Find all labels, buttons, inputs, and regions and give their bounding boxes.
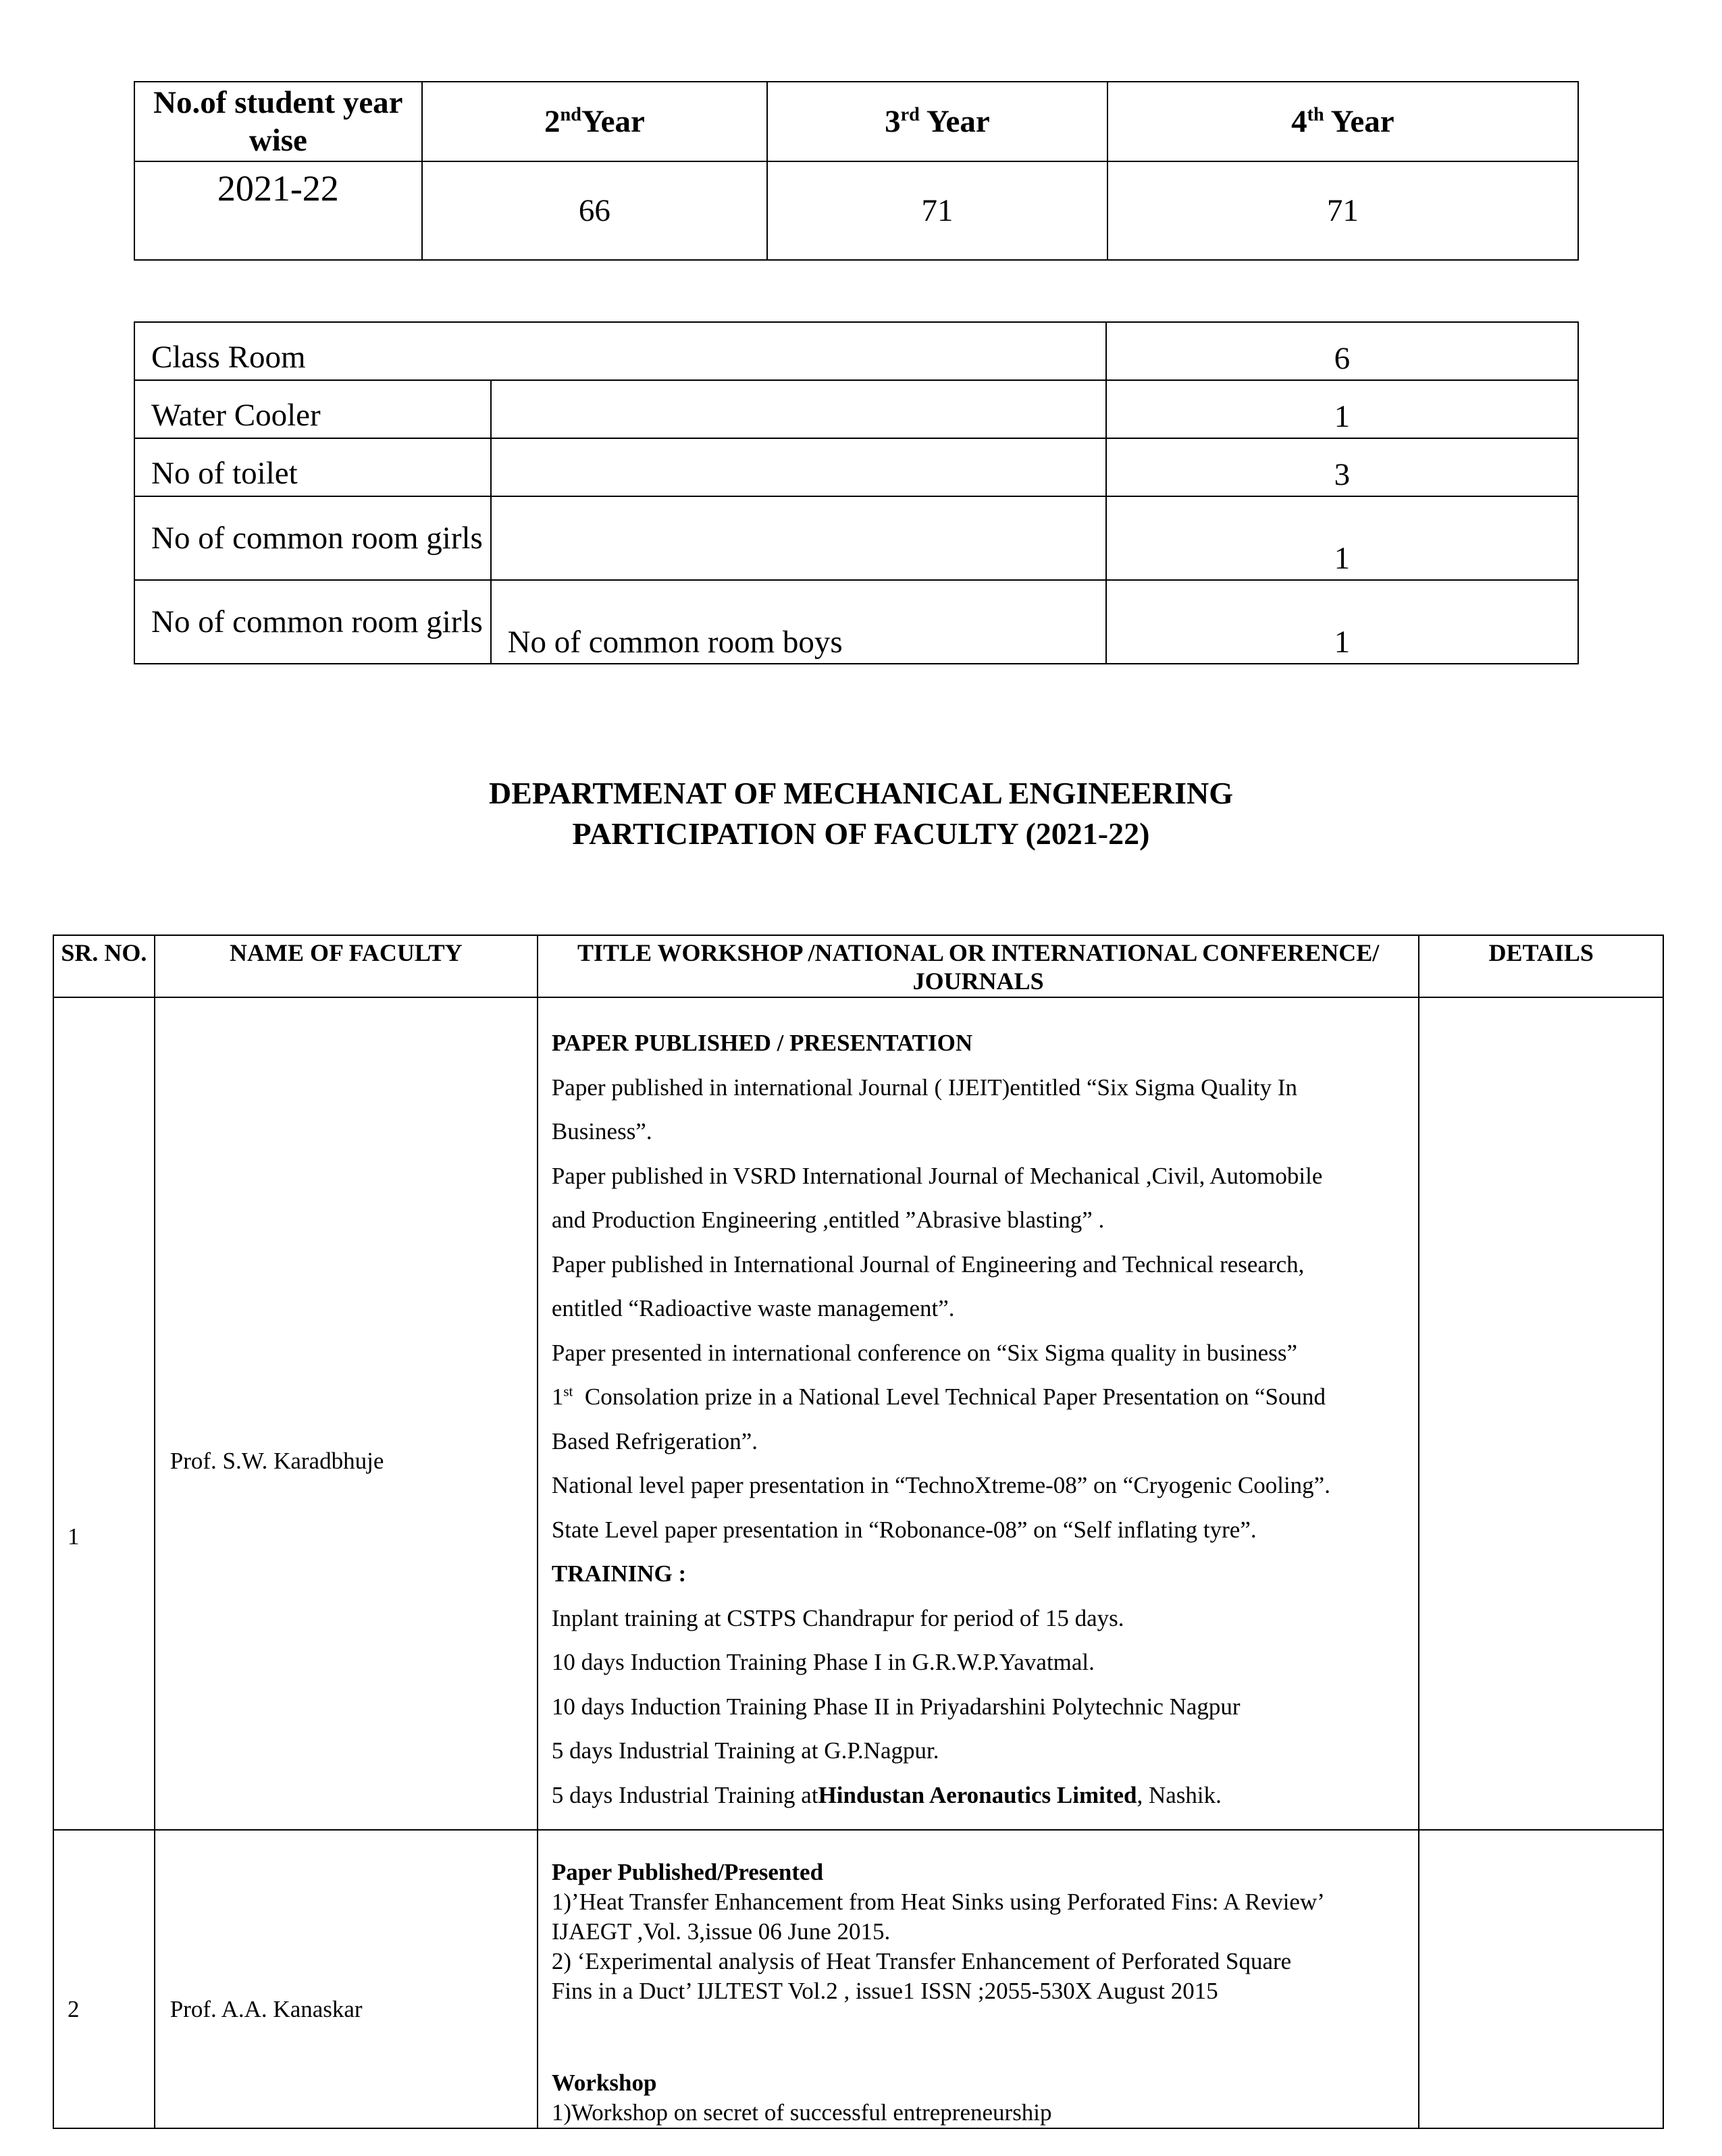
participation-heading: PARTICIPATION OF FACULTY (2021-22) — [572, 816, 1150, 851]
count-2nd-year: 66 — [422, 161, 768, 260]
facility-label: Water Cooler — [134, 380, 491, 438]
activity-line: 2) ‘Experimental analysis of Heat Transfer Enhancement of Perforated Square — [551, 1948, 1292, 1974]
training-line: 5 days Industrial Training atHindustan Aeronautics Limited, Nashik. — [551, 1781, 1222, 1808]
section-heading: Workshop — [551, 2070, 657, 2096]
details-cell — [1419, 1830, 1663, 2128]
activity-line: 1)’Heat Transfer Enhancement from Heat Sinks using Perforated Fins: A Review’ — [551, 1889, 1325, 1915]
faculty-name: Prof. S.W. Karadbhuje — [155, 997, 538, 1830]
facility-middle — [491, 496, 1106, 580]
academic-year-cell: 2021-22 — [134, 161, 422, 260]
activity-line: 1st Consolation prize in a National Level Technical Paper Presentation on “Sound — [551, 1383, 1326, 1410]
spacer — [552, 2006, 1408, 2068]
header-details: DETAILS — [1419, 935, 1663, 997]
training-line: 10 days Induction Training Phase II in Priyadarshini Polytechnic Nagpur — [551, 1693, 1241, 1720]
activity-line: Based Refrigeration”. — [551, 1427, 758, 1454]
facility-row — [134, 322, 1578, 380]
activity-line: entitled “Radioactive waste management”. — [551, 1295, 955, 1321]
activity-line: State Level paper presentation in “Robonance-08” on “Self inflating tyre”. — [551, 1516, 1257, 1543]
activity-line: Business”. — [551, 1118, 652, 1145]
department-heading: DEPARTMENAT OF MECHANICAL ENGINEERING — [488, 776, 1234, 810]
year-header-3: 3rd Year — [767, 82, 1107, 161]
facility-value: 1 — [1106, 380, 1578, 438]
training-line: 10 days Induction Training Phase I in G.R.W.P.Yavatmal. — [551, 1649, 1095, 1675]
count-3rd-year: 71 — [767, 161, 1107, 260]
header-sr-no: SR. NO. — [53, 935, 155, 997]
activity-line: IJAEGT ,Vol. 3,issue 06 June 2015. — [551, 1918, 891, 1945]
activity-line: Fins in a Duct’ IJLTEST Vol.2 , issue1 ISSN ;2055-530X August 2015 — [551, 1978, 1218, 2004]
section-heading: Paper Published/Presented — [551, 1859, 824, 1885]
facility-middle — [491, 438, 1106, 496]
header-name: NAME OF FACULTY — [155, 935, 538, 997]
facility-middle: No of common room boys — [491, 580, 1106, 664]
facility-row — [134, 496, 1578, 580]
faculty-table-header-row — [53, 935, 1663, 997]
activity-line: and Production Engineering ,entitled ”Abrasive blasting” . — [551, 1207, 1105, 1233]
facility-row — [134, 580, 1578, 664]
facility-label: No of common room girls — [134, 496, 491, 580]
facility-row — [134, 380, 1578, 438]
facility-value: 6 — [1106, 322, 1578, 380]
faculty-name: Prof. A.A. Kanaskar — [155, 1830, 538, 2128]
students-year-wise-table — [134, 81, 1579, 261]
year-header-4: 4th Year — [1107, 82, 1578, 161]
activity-line: Paper published in International Journal of Engineering and Technical research, — [551, 1251, 1305, 1278]
training-line: Inplant training at CSTPS Chandrapur for period of 15 days. — [551, 1604, 1124, 1631]
faculty-activities — [538, 997, 1419, 1830]
activity-line: Paper presented in international conference on “Six Sigma quality in business” — [551, 1339, 1297, 1366]
header-title: TITLE WORKSHOP /NATIONAL OR INTERNATIONAL CONFERENCE/ JOURNALS — [538, 935, 1419, 997]
section-heading: PAPER PUBLISHED / PRESENTATION — [551, 1030, 973, 1056]
workshop-line: 1)Workshop on secret of successful entrepreneurship — [551, 2099, 1052, 2126]
section-heading: TRAINING : — [551, 1560, 687, 1587]
faculty-row — [53, 1830, 1663, 2128]
facility-label: No of toilet — [134, 438, 491, 496]
year-header-2: 2ndYear — [422, 82, 768, 161]
facility-row — [134, 438, 1578, 496]
facility-value: 1 — [1106, 580, 1578, 664]
sr-number: 1 — [53, 997, 155, 1830]
students-header-label: No.of student year wise — [134, 82, 422, 161]
facilities-table — [134, 321, 1579, 664]
activity-line: Paper published in international Journal ( IJEIT)entitled “Six Sigma Quality In — [551, 1074, 1298, 1101]
sr-number: 2 — [53, 1830, 155, 2128]
facility-value: 3 — [1106, 438, 1578, 496]
details-cell — [1419, 997, 1663, 1830]
facility-label: No of common room girls — [134, 580, 491, 664]
training-line: 5 days Industrial Training at G.P.Nagpur. — [551, 1737, 939, 1764]
facility-value: 1 — [1106, 496, 1578, 580]
faculty-participation-table — [53, 935, 1664, 2129]
faculty-activities — [538, 1830, 1419, 2128]
facility-middle — [491, 380, 1106, 438]
activity-line: Paper published in VSRD International Journal of Mechanical ,Civil, Automobile — [551, 1162, 1323, 1189]
activity-line: National level paper presentation in “TechnoXtreme-08” on “Cryogenic Cooling”. — [551, 1472, 1330, 1498]
count-4th-year: 71 — [1107, 161, 1578, 260]
faculty-row — [53, 997, 1663, 1830]
facility-label: Class Room — [134, 322, 1106, 380]
